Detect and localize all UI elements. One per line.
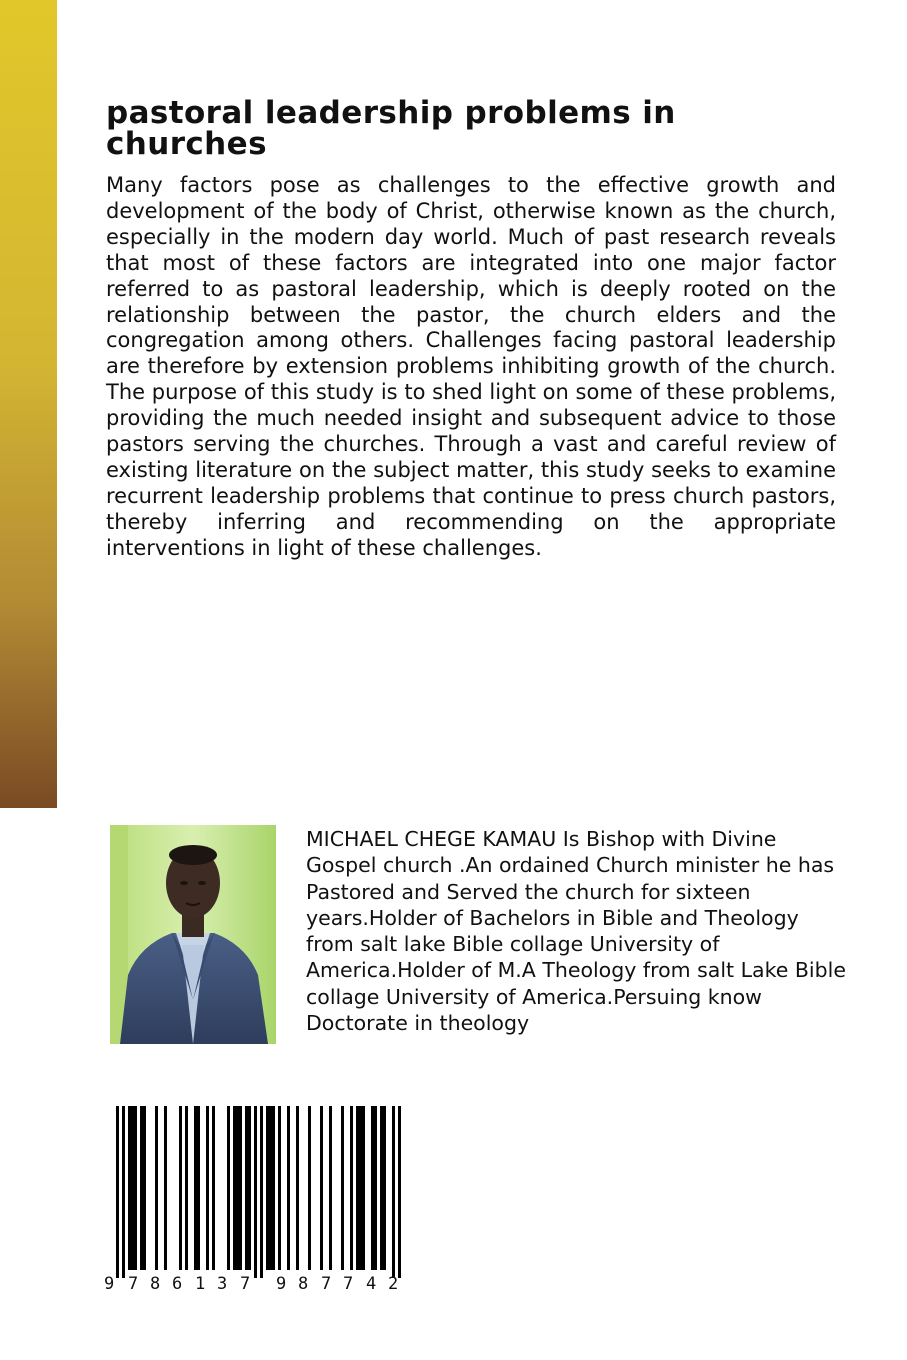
barcode-bar	[164, 1106, 167, 1270]
book-title: pastoral leadership problems in churches	[106, 95, 676, 162]
isbn-digit: 2	[388, 1274, 399, 1294]
isbn-digit: 3	[217, 1274, 228, 1294]
barcode-bar	[341, 1106, 344, 1270]
barcode-bar	[329, 1106, 332, 1270]
barcode-guard-bar	[122, 1106, 125, 1278]
barcode-bar	[356, 1106, 365, 1270]
barcode-guard-bar	[392, 1106, 395, 1278]
barcode-bar	[179, 1106, 182, 1270]
isbn-digit: 1	[195, 1274, 206, 1294]
isbn-digit: 4	[366, 1274, 377, 1294]
side-color-strip	[0, 0, 57, 808]
barcode-bar	[194, 1106, 200, 1270]
barcode-guard-bar	[254, 1106, 257, 1278]
author-photo	[110, 825, 276, 1044]
barcode-bar	[140, 1106, 146, 1270]
isbn-digit: 8	[298, 1274, 309, 1294]
barcode-bar	[128, 1106, 137, 1270]
isbn-digits	[104, 1274, 422, 1298]
isbn-digit: 6	[172, 1274, 183, 1294]
isbn-digit: 8	[150, 1274, 161, 1294]
barcode-bar	[245, 1106, 251, 1270]
barcode-bar	[185, 1106, 188, 1270]
barcode-bar	[380, 1106, 386, 1270]
author-biography: MICHAEL CHEGE KAMAU Is Bishop with Divine Gospel church .An ordained Church minister he has Pastored and Served the church for sixteen years.Holder of Bachelors in Bible and Theology from salt lake Bible collage University of America.Holder of M.A Theology from salt Lake Bible collage University of America.Persuing know Doctorate in theology	[306, 827, 846, 1036]
barcode-guard-bar	[260, 1106, 263, 1278]
barcode-bar	[287, 1106, 290, 1270]
barcode-guard-bar	[116, 1106, 119, 1278]
barcode-bar	[155, 1106, 158, 1270]
barcode-bar	[371, 1106, 377, 1270]
barcode-bar	[350, 1106, 353, 1270]
isbn-digit: 7	[343, 1274, 354, 1294]
barcode-bar	[233, 1106, 242, 1270]
barcode-bar	[278, 1106, 281, 1270]
isbn-digit: 7	[128, 1274, 139, 1294]
barcode-bar	[308, 1106, 311, 1270]
barcode-bar	[212, 1106, 215, 1270]
isbn-barcode	[104, 1106, 422, 1296]
isbn-digit: 7	[240, 1274, 251, 1294]
barcode-bar	[227, 1106, 230, 1270]
isbn-digit: 9	[104, 1274, 115, 1294]
barcode-guard-bar	[398, 1106, 401, 1278]
barcode-bar	[266, 1106, 275, 1270]
isbn-digit: 7	[321, 1274, 332, 1294]
isbn-digit: 9	[276, 1274, 287, 1294]
barcode-bar	[296, 1106, 299, 1270]
barcode-bar	[320, 1106, 323, 1270]
barcode-bar	[206, 1106, 209, 1270]
book-description: Many factors pose as challenges to the effective growth and development of the body of Christ, otherwise known as the church, especially in the modern day world. Much of past research reveals that most of these factors are integrated into one major factor referred to as pastoral leadership, which is deeply rooted on the relationship between the pastor, the church elders and the congregation among others. Challenges facing pastoral leadership are therefore by extension problems inhibiting growth of the church. The purpose of this study is to shed light on some of these problems, providing the much needed insight and subsequent advice to those pastors serving the churches. Through a vast and careful review of existing literature on the subject matter, this study seeks to examine recurrent leadership problems that continue to press church pastors, thereby inferring and recommending on the appropriate interventions in light of these challenges.	[106, 173, 836, 560]
